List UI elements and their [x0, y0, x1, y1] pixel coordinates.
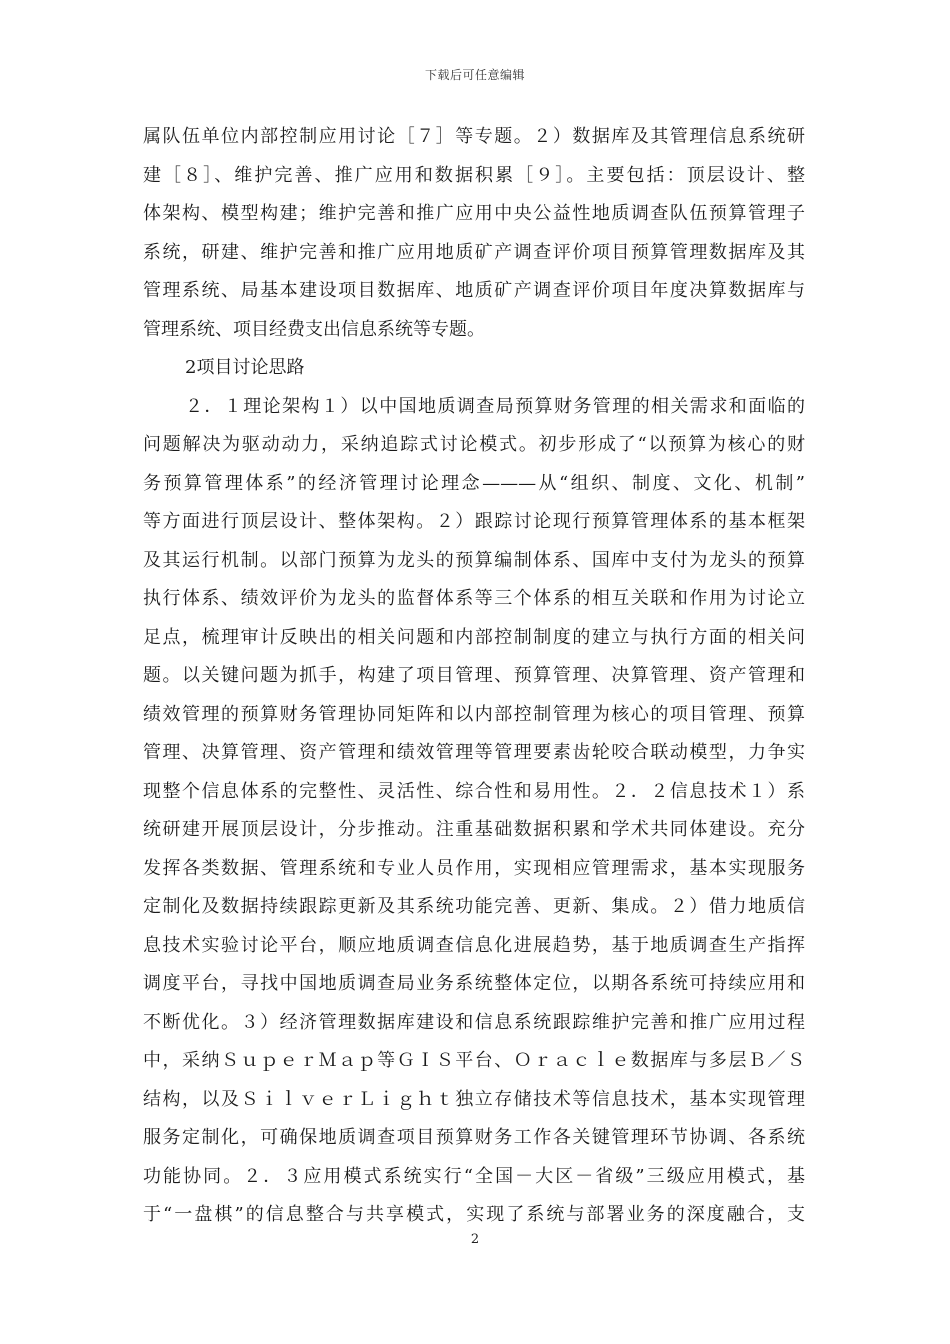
body-line: 体架构、模型构建；维护完善和推广应用中央公益性地质调查队伍预算管理子: [143, 203, 805, 224]
body-line: 结构，以及ＳｉｌｖｅｒＬｉｇｈｔ独立存储技术等信息技术，基本实现管理: [143, 1088, 805, 1110]
body-line: 现整个信息体系的完整性、灵活性、综合性和易用性。２．２信息技术１）系: [143, 780, 805, 802]
body-line: 足点，梳理审计反映出的相关问题和内部控制制度的建立与执行方面的相关问: [143, 626, 805, 648]
body-line: 定制化及数据持续跟踪更新及其系统功能完善、更新、集成。２）借力地质信: [143, 896, 805, 917]
body-line: 等方面进行顶层设计、整体架构。２）跟踪讨论现行预算管理体系的基本框架: [143, 511, 805, 532]
body-line: 系统，研建、维护完善和推广应用地质矿产调查评价项目预算管理数据库及其: [143, 241, 805, 263]
body-line: ２．１理论架构１）以中国地质调查局预算财务管理的相关需求和面临的: [185, 395, 805, 417]
body-line: 及其运行机制。以部门预算为龙头的预算编制体系、国库中支付为龙头的预算: [143, 549, 805, 571]
body-line: 发挥各类数据、管理系统和专业人员作用，实现相应管理需求，基本实现服务: [143, 857, 805, 879]
body-line: 建［８］、维护完善、推广应用和数据积累［９］。主要包括：顶层设计、整: [143, 164, 805, 186]
body-line: 属队伍单位内部控制应用讨论［７］等专题。２）数据库及其管理信息系统研: [143, 126, 805, 147]
body-line: 不断优化。３）经济管理数据库建设和信息系统跟踪维护完善和推广应用过程: [143, 1011, 805, 1033]
body-line: 服务定制化，可确保地质调查项目预算财务工作各关键管理环节协调、各系统: [143, 1127, 805, 1148]
section-heading: 2项目讨论思路: [185, 357, 305, 378]
body-line: 题。以关键问题为抓手，构建了项目管理、预算管理、决算管理、资产管理和: [143, 665, 805, 686]
body-line: 问题解决为驱动动力，采纳追踪式讨论模式。初步形成了“以预算为核心的财: [143, 434, 805, 455]
body-line: 务预算管理体系”的经济管理讨论理念———从“组织、制度、文化、机制”: [143, 472, 805, 494]
body-line: 息技术实验讨论平台，顺应地质调查信息化进展趋势，基于地质调查生产指挥: [143, 934, 805, 956]
body-line: 管理、决算管理、资产管理和绩效管理等管理要素齿轮咬合联动模型，力争实: [143, 742, 805, 763]
body-line: 功能协同。２．３应用模式系统实行“全国－大区－省级”三级应用模式，基: [143, 1165, 805, 1187]
page-header: 下载后可任意编辑: [424, 68, 525, 82]
body-line: 绩效管理的预算财务管理协同矩阵和以内部控制管理为核心的项目管理、预算: [143, 703, 805, 725]
body-line: 管理系统、局基本建设项目数据库、地质矿产调查评价项目年度决算数据库与: [143, 280, 805, 301]
document-body: [143, 118, 805, 1235]
body-line: 统研建开展顶层设计，分步推动。注重基础数据积累和学术共同体建设。充分: [143, 819, 805, 840]
body-line: 中，采纳ＳｕｐｅｒＭａｐ等ＧＩＳ平台、Ｏｒａｃｌｅ数据库与多层Ｂ／Ｓ: [143, 1050, 805, 1071]
body-line: 于“一盘棋”的信息整合与共享模式，实现了系统与部署业务的深度融合，支: [143, 1204, 805, 1225]
body-line: 执行体系、绩效评价为龙头的监督体系等三个体系的相互关联和作用为讨论立: [143, 588, 805, 609]
page-number: 2: [470, 1232, 480, 1247]
body-line: 调度平台，寻找中国地质调查局业务系统整体定位，以期各系统可持续应用和: [143, 973, 805, 994]
body-line: 管理系统、项目经费支出信息系统等专题。: [143, 318, 485, 340]
